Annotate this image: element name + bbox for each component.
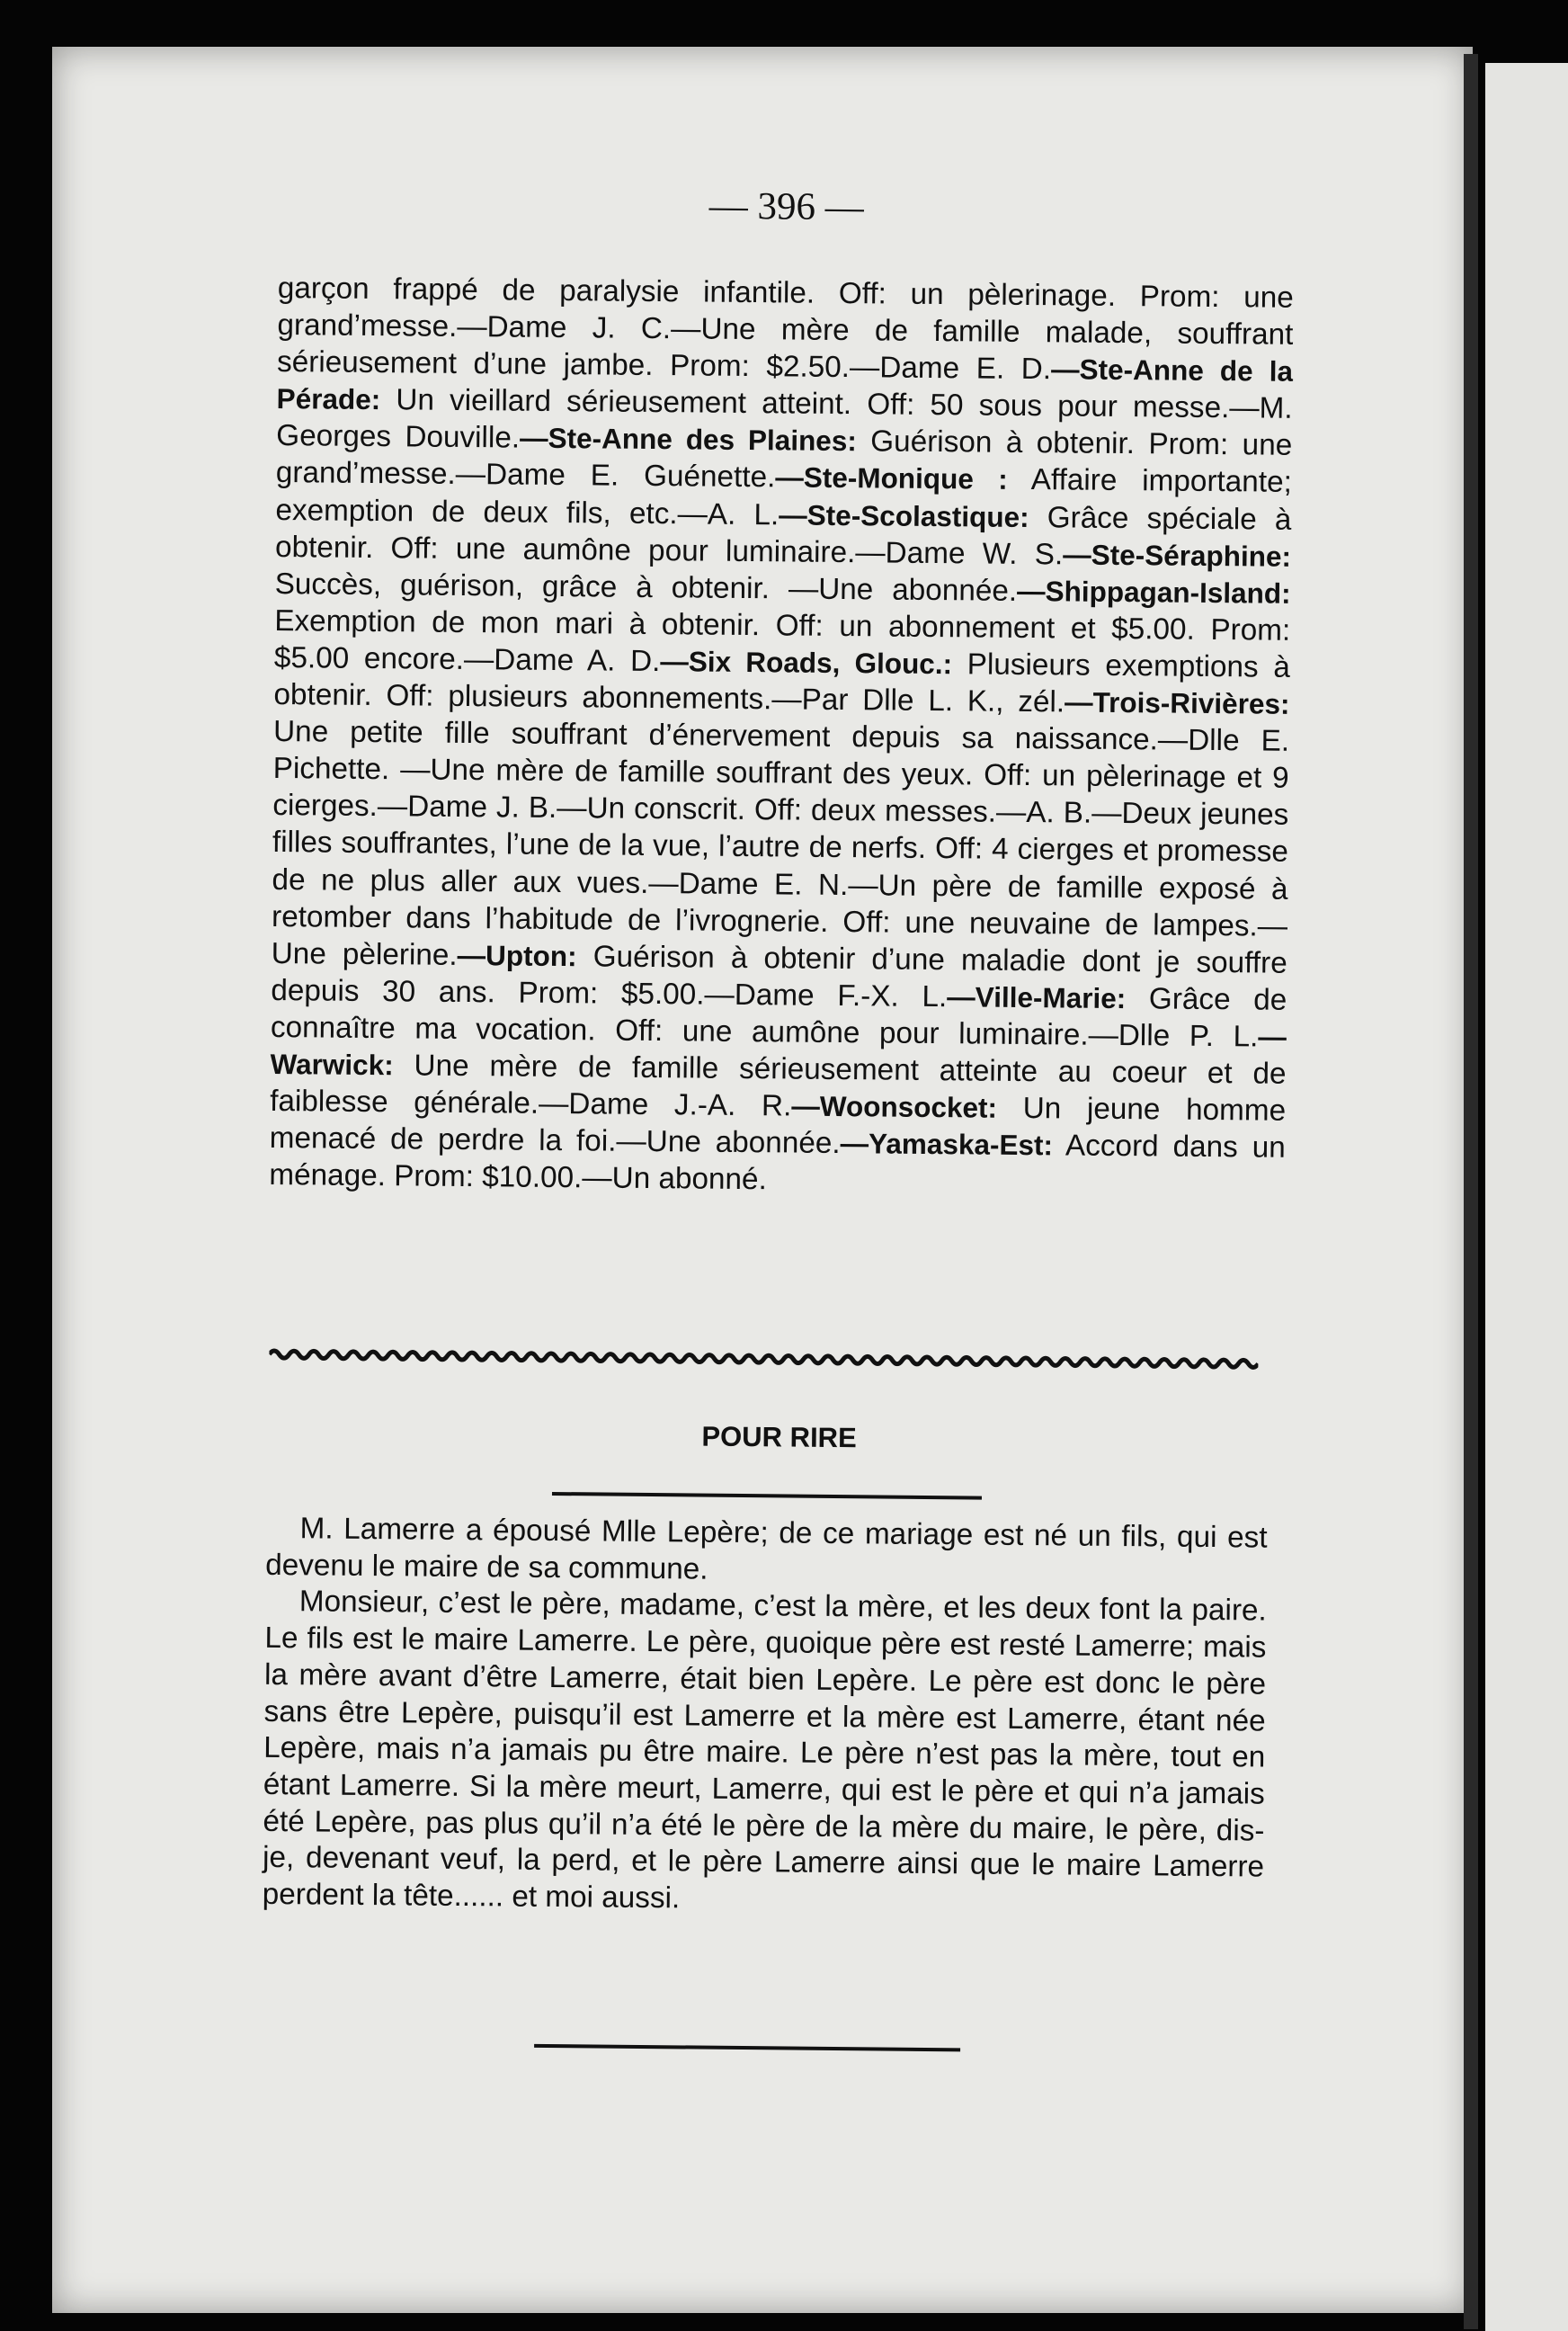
- joke-text: [262, 1511, 1267, 1923]
- page-gutter-shadow: [1464, 54, 1478, 2329]
- place-name: —Ste-Anne de la Pérade:: [276, 353, 1294, 416]
- section-title: POUR RIRE: [701, 1420, 857, 1454]
- place-name: —Trois-Rivières:: [1064, 685, 1290, 720]
- adjacent-page-edge: [1485, 63, 1568, 2331]
- place-name: —Ste-Séraphine:: [1063, 538, 1292, 573]
- entry-text: Guérison à obtenir. Prom: une grand’messe.—Dame E. Guénette.: [275, 424, 1293, 495]
- place-name: —Woonsocket:: [791, 1089, 998, 1124]
- entry-text: Succès, guérison, grâce à obtenir. —Une abonnée.: [274, 567, 1018, 608]
- place-name: —Ville-Marie:: [947, 979, 1127, 1014]
- entry-text: Exemption de mon mari à obtenir. Off: un abonnement et $5.00. Prom: $5.00 encore.—Dame A. D.: [273, 603, 1291, 679]
- entry-text: Un vieillard sérieusement atteint. Off: 50 sous pour messe.—M. Georges Douville.: [276, 383, 1293, 455]
- place-name: —Ste-Anne des Plaines:: [519, 421, 857, 458]
- entry-text: Affaire importante; exemption de deux fils, etc.—A. L.: [275, 463, 1292, 531]
- place-name: —Six Roads, Glouc.:: [660, 645, 953, 681]
- intentions-list: [269, 270, 1294, 1203]
- entry-text: garçon frappé de paralysie infantile. Off: un pèlerinage. Prom: une grand’messe.—Dame J. C.—Une mère de famille malade, souffrant sérieusement d’une jambe. Prom: $2.50.—Dame E. D.: [276, 271, 1294, 387]
- place-name: —Upton:: [457, 938, 577, 972]
- place-name: —Warwick:: [270, 1020, 1287, 1082]
- entry-text: Une petite fille souffrant d’énervement depuis sa naissance.—Dlle E. Pichette. —Une mère de famille souffrant des yeux. Off: un pèlerinage et 9 cierges.—Dame J. B.—Un conscrit. Off: deux messes.—A. B.—Deux jeunes filles souffrantes, l’une de la vue, l’autre de nerfs. Off: 4 cierges et promesse de ne plus aller aux vues.—Dame E. N.—Un père de famille exposé à retomber dans l’habitude de l’ivrognerie. Off: une neuvaine de lampes.—Une pèlerine.: [271, 715, 1290, 972]
- entry-text: Plusieurs exemptions à obtenir. Off: plusieurs abonnements.—Par Dlle L. K., zél.: [273, 648, 1291, 719]
- place-name: —Yamaska-Est:: [840, 1127, 1054, 1162]
- entry-text: Grâce spéciale à obtenir. Off: une aumône pour luminaire.—Dame W. S.: [274, 500, 1292, 572]
- entry-text: Accord dans un ménage. Prom: $10.00.—Un abonné.: [269, 1129, 1286, 1197]
- entry-text: Un jeune homme menacé de perdre la foi.—Une abonnée.: [269, 1091, 1287, 1161]
- entry-text: Une mère de famille sérieusement atteinte au coeur et de faiblesse générale.—Dame J.-A. R.: [269, 1049, 1287, 1123]
- joke-paragraph-2: Monsieur, c’est le père, madame, c’est la mère, et les deux font la paire. Le fils est le maire Lamerre. Le père, quoique père est resté Lamerre; mais la mère avant d’être Lamerre, était bien Lepère. Le père est donc le père sans être Lepère, puisqu’il est Lamerre et la mère est Lamerre, étant née Lepère, mais n’a jamais pu être maire. Le père n’est pas la mère, tout en étant Lamerre. Si la mère meurt, Lamerre, qui est le père et qui n’a jamais été Lepère, pas plus qu’il n’a été le père de la mère du maire, le père, dis-je, devenant veuf, la perd, et le père Lamerre ainsi que le maire Lamerre perdent la tête...... et moi aussi.: [262, 1585, 1267, 1916]
- place-name: —Shippagan-Island:: [1016, 574, 1291, 610]
- place-name: —Ste-Monique :: [775, 460, 1008, 496]
- page-number: — 396 —: [708, 184, 864, 229]
- entry-text: Grâce de connaître ma vocation. Off: une aumône pour luminaire.—Dlle P. L.: [270, 981, 1287, 1054]
- entry-text: Guérison à obtenir d’une maladie dont je souffre depuis 30 ans. Prom: $5.00.—Dame F.-X. L.: [271, 939, 1287, 1014]
- place-name: —Ste-Scolastique:: [779, 497, 1029, 533]
- joke-paragraph-1: M. Lamerre a épousé Mlle Lepère; de ce mariage est né un fils, qui est devenu le maire de sa commune.: [265, 1512, 1268, 1586]
